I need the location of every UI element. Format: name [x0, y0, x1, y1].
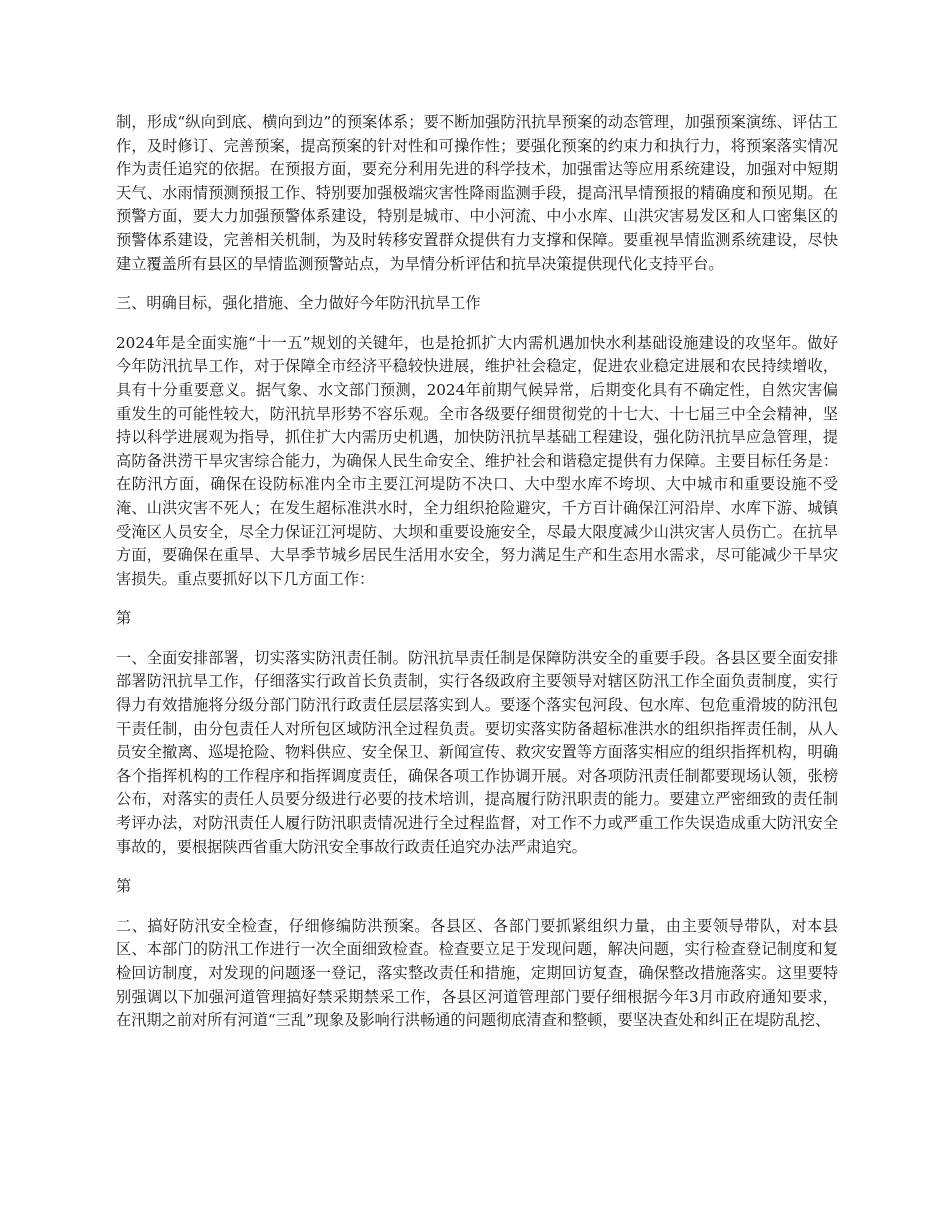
section-marker-first: 第: [116, 609, 132, 628]
paragraph-goals: 2024年是全面实施“十一五”规划的关键年，也是抢抓扩大内需机遇加快水利基础设施建设的攻坚年。做好今年防汛抗旱工作，对于保障全市经济平稳较快进展，维护社会稳定，促进农业稳定进展和农民持续增收，具有十分重要意义。据气象、水文部门预测，2024年前期气候异常，后期变化具有不确定性，自然灾害偏重发生的可能性较大，防汛抗旱形势不容乐观。全市各级要仔细贯彻党的十七大、十七届三中全会精神，坚持以科学进展观为指导，抓住扩大内需历史机遇，加快防汛抗旱基础工程建设，强化防汛抗旱应急管理，提高防备洪涝干旱灾害综合能力，为确保人民生命安全、维护社会和谐稳定提供有力保障。主要目标任务是：在防汛方面，确保在设防标准内全市主要江河堤防不决口、大中型水库不垮坝、大中城市和重要设施不受淹、山洪灾害不死人；在发生超标准洪水时，全力组织抢险避灾，千方百计确保江河沿岸、水库下游、城镇受淹区人员安全，尽全力保证江河堤防、大坝和重要设施安全，尽最大限度减少山洪灾害人员伤亡。在抗旱方面，要确保在重旱、大旱季节城乡居民生活用水安全，努力满足生产和生态用水需求，尽可能减少干旱灾害损失。重点要抓好以下几方面工作：: [116, 333, 838, 588]
document-page: [116, 111, 838, 1049]
paragraph-inspection: 二、搞好防汛安全检查，仔细修编防洪预案。各县区、各部门要抓紧组织力量，由主要领导带队，对本县区、本部门的防汛工作进行一次全面细致检查。检查要立足于发现问题，解决问题，实行检查登记制度和复检回访制度，对发现的问题逐一登记，落实整改责任和措施，定期回访复查，确保整改措施落实。这里要特别强调以下加强河道管理搞好禁采期禁采工作，各县区河道管理部门要仔细根据今年3月市政府通知要求，在汛期之前对所有河道“三乱”现象及影响行洪畅通的问题彻底清查和整顿，要坚决查处和纠正在堤防乱挖、: [116, 916, 838, 1030]
paragraph-responsibility: 一、全面安排部署，切实落实防汛责任制。防汛抗旱责任制是保障防洪安全的重要手段。各县区要全面安排部署防汛抗旱工作，仔细落实行政首长负责制，实行各级政府主要领导对辖区防汛工作全面负责制度，实行得力有效措施将分级分部门防汛行政责任层层落实到人。要逐个落实包河段、包水库、包危重滑坡的防汛包干责任制，由分包责任人对所包区域防汛全过程负责。要切实落实防备超标准洪水的组织指挥责任制，从人员安全撤离、巡堤抢险、物料供应、安全保卫、新闻宣传、救灾安置等方面落实相应的组织指挥机构，明确各个指挥机构的工作程序和指挥调度责任，确保各项工作协调开展。对各项防汛责任制都要现场认领，张榜公布，对落实的责任人员要分级进行必要的技术培训，提高履行防汛职责的能力。要建立严密细致的责任制考评办法，对防汛责任人履行防汛职责情况进行全过程监督，对工作不力或严重工作失误造成重大防汛安全事故的，要根据陕西省重大防汛安全事故行政责任追究办法严肃追究。: [116, 648, 838, 856]
section-marker-second: 第: [116, 877, 132, 896]
paragraph-forecast-warning: 制，形成“纵向到底、横向到边”的预案体系；要不断加强防汛抗旱预案的动态管理，加强预案演练、评估工作，及时修订、完善预案，提高预案的针对性和可操作性；要强化预案的约束力和执行力，将预案落实情况作为责任追究的依据。在预报方面，要充分利用先进的科学技术，加强雷达等应用系统建设，加强对中短期天气、水雨情预测预报工作、特别要加强极端灾害性降雨监测手段，提高汛旱情预报的精确度和预见期。在预警方面，要大力加强预警体系建设，特别是城市、中小河流、中小水库、山洪灾害易发区和人口密集区的预警体系建设，完善相关机制，为及时转移安置群众提供有力支撑和保障。要重视旱情监测系统建设，尽快建立覆盖所有县区的旱情监测预警站点，为旱情分析评估和抗旱决策提供现代化支持平台。: [116, 113, 838, 273]
section-heading-three: 三、明确目标，强化措施、全力做好今年防汛抗旱工作: [116, 294, 481, 313]
